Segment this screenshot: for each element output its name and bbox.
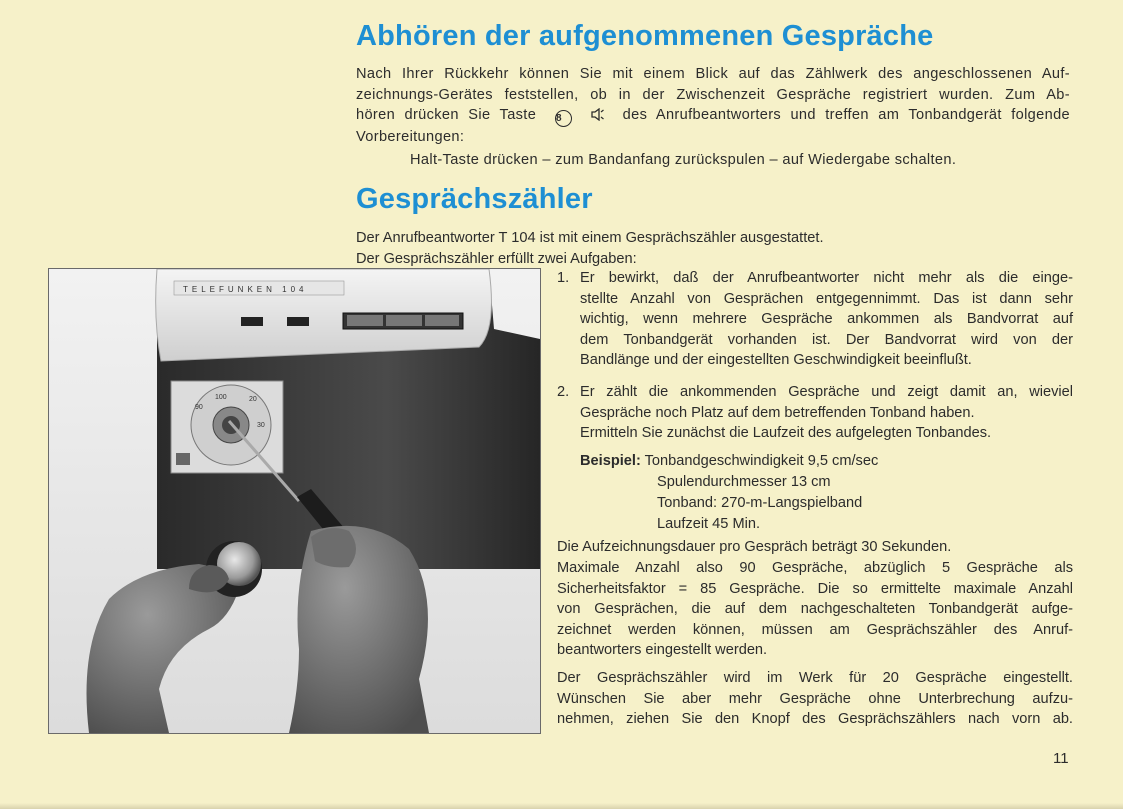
paragraph-werkseinstellung bbox=[557, 668, 1073, 730]
beispiel-line: Tonband: 270-m-Langspielband bbox=[657, 495, 863, 511]
text-line: Der Gesprächszähler erfüllt zwei Aufgaben: bbox=[356, 250, 637, 267]
text-line: stellte Anzahl von Gesprächen entgegennimmt. Das ist dann sehr bbox=[580, 290, 1073, 307]
text-line: Der Gesprächszähler wird im Werk für 20 Gespräche eingestellt. bbox=[557, 670, 1073, 686]
text-line: Nach Ihrer Rückkehr können Sie mit einem Blick auf das Zählwerk des angeschlossenen Auf- bbox=[356, 66, 1070, 82]
text-line: beantworters eingestellt werden. bbox=[557, 642, 768, 658]
text-line: nehmen, ziehen Sie den Knopf des Gesprächszählers nach vorn ab. bbox=[557, 711, 1073, 727]
list-number: 2. bbox=[557, 384, 570, 400]
text-line: Maximale Anzahl also 90 Gespräche, abzüglich 5 Gespräche als bbox=[557, 560, 1073, 576]
text-line: Der Anrufbeantworter T 104 ist mit einem Gesprächszähler ausgestattet. bbox=[356, 230, 824, 246]
paragraph-dauer bbox=[557, 537, 1073, 558]
taste-number-circle: 8 bbox=[555, 110, 572, 127]
text-line: Vorbereitungen: bbox=[356, 129, 465, 145]
dial-number: 90 bbox=[195, 404, 203, 411]
dial-number: 100 bbox=[215, 394, 227, 401]
beispiel-line: Spulendurchmesser 13 cm bbox=[657, 474, 831, 490]
speaker-icon bbox=[591, 108, 604, 121]
text-line: Wünschen Sie aber mehr Gespräche ohne Unterbrechung aufzu- bbox=[557, 690, 1073, 707]
text-line: Gespräche noch Platz auf dem betreffenden Tonband haben. bbox=[580, 404, 975, 421]
beispiel-block bbox=[580, 451, 879, 532]
text-line: wichtig, wenn mehrere Gespräche ankommen als Bandvorrat auf bbox=[580, 311, 1073, 327]
beispiel-label: Beispiel: bbox=[580, 453, 641, 469]
heading-gespraechszaehler: Gesprächszähler bbox=[356, 183, 593, 215]
beispiel-first: Tonbandgeschwindigkeit 9,5 cm/sec bbox=[644, 453, 879, 469]
device-photo-illustration bbox=[49, 269, 540, 733]
dial-number: 20 bbox=[249, 396, 257, 403]
text-line-taste bbox=[356, 105, 1070, 127]
paragraph-maximale-anzahl bbox=[557, 558, 1073, 661]
dial-number: 30 bbox=[257, 422, 265, 429]
text-line: dem Tonbandgerät vorhanden ist. Der Bandvorrat wird von der bbox=[580, 331, 1073, 348]
page-number: 11 bbox=[1053, 750, 1069, 767]
text-line: Ermitteln Sie zunächst die Laufzeit des aufgelegten Tonbandes. bbox=[580, 425, 992, 441]
paragraph-abhoeren bbox=[356, 64, 1070, 148]
text-line: Die Aufzeichnungsdauer pro Gespräch beträgt 30 Sekunden. bbox=[557, 539, 952, 555]
text-line: Bandlänge und der eingestellten Geschwindigkeit beeinflußt. bbox=[580, 352, 972, 368]
text-line: zeichnet werden können, müssen am Gesprächszähler des Anruf- bbox=[557, 621, 1073, 638]
text-line: von Gesprächen, die auf dem nachgeschalteten Tonbandgerät aufge- bbox=[557, 601, 1073, 617]
heading-abhoeren: Abhören der aufgenommenen Gespräche bbox=[356, 20, 934, 52]
device-photo bbox=[48, 268, 541, 734]
page-edge-shadow bbox=[0, 803, 1123, 809]
text-line: Er bewirkt, daß der Anrufbeantworter nicht mehr als die einge- bbox=[580, 270, 1073, 286]
text-line: Er zählt die ankommenden Gespräche und zeigt damit an, wieviel bbox=[580, 384, 1073, 400]
device-label: TELEFUNKEN 104 bbox=[183, 285, 308, 294]
text-line: Sicherheitsfaktor = 85 Gespräche. Die so ermittelte maximale Anzahl bbox=[557, 580, 1073, 597]
list-number: 1. bbox=[557, 270, 570, 286]
text-line: zeichnungs-Gerätes feststellen, ob in der Zwischenzeit Gespräche registriert wurden. Zum Ab- bbox=[356, 86, 1070, 103]
paragraph-intro bbox=[356, 228, 956, 269]
halt-instruction: Halt-Taste drücken – zum Bandanfang zurückspulen – auf Wiedergabe schalten. bbox=[410, 152, 957, 168]
text-fragment: des Anrufbeantworters und treffen am Tonbandgerät folgende bbox=[622, 107, 1071, 123]
text-fragment: hören drücken Sie Taste bbox=[356, 107, 537, 123]
beispiel-line: Laufzeit 45 Min. bbox=[657, 516, 761, 532]
